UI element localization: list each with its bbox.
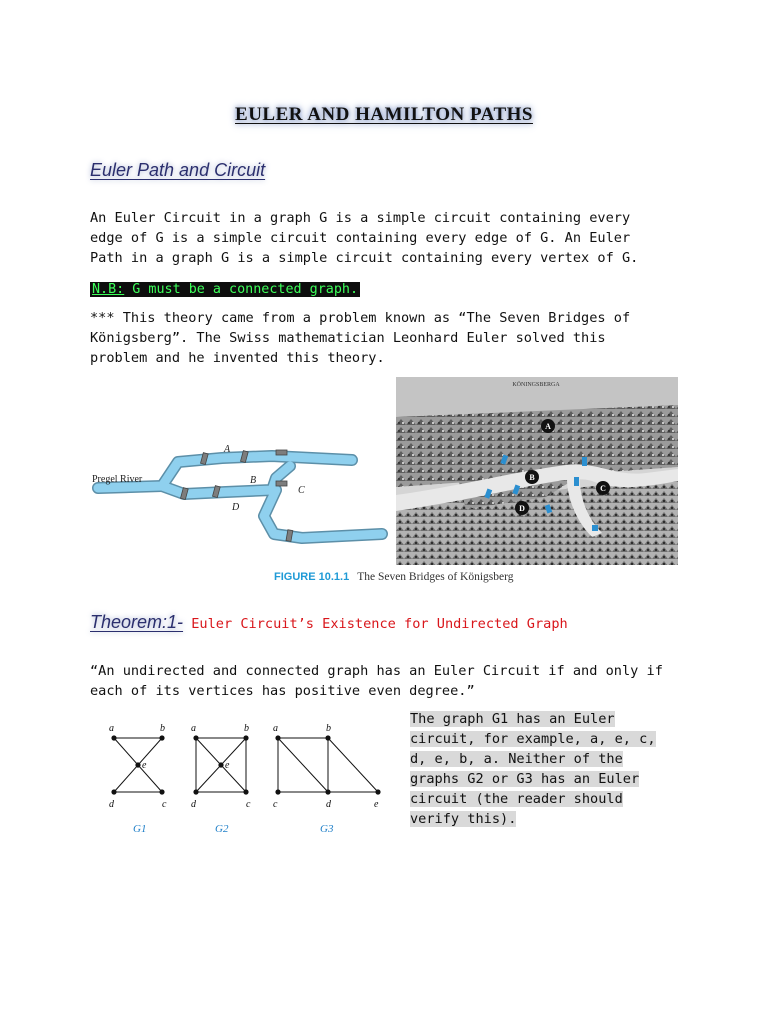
g3-label-c: c [273,799,278,810]
bridges-diagram [92,436,388,554]
definition-line: edge of G is a simple circuit containing every edge of G. An Euler [90,230,631,246]
g1-label-d: d [109,799,114,810]
theorem-line: each of its vertices has positive even degree.” [90,683,475,699]
g3-label-b: b [326,723,331,734]
map-label-d: D [519,504,525,513]
section-heading-euler-path: Euler Path and Circuit [90,160,266,180]
figure-title: The Seven Bridges of Königsberg [357,571,514,583]
map-label-a: A [545,422,551,431]
title-text: EULER AND HAMILTON PATHS [235,104,533,125]
history-line: problem and he invented this theory. [90,350,385,366]
history-paragraph [90,308,630,368]
land-label-b: B [250,475,257,486]
figure-number: FIGURE 10.1.1 [274,571,350,583]
note-line: circuit, for example, a, e, c, [410,731,656,747]
nb-text: G must be a connected graph. [124,282,359,297]
nb-note [90,279,360,300]
definition-paragraph [90,208,638,268]
g2-label-e: e [225,760,230,771]
g3-label-a: a [273,723,278,734]
example-graphs [100,718,390,842]
theorem-line: “An undirected and connected graph has an Euler Circuit if and only if [90,663,663,679]
g2-label-b: b [244,723,249,734]
map-label-c: C [600,484,606,493]
note-line: verify this). [410,811,517,827]
g2-label-a: a [191,723,196,734]
map-label-b: B [529,473,535,482]
definition-line: Path in a graph G is a simple circuit containing every vertex of G. [90,250,639,266]
g2-label-c: c [246,799,251,810]
g2-name: G2 [215,823,229,835]
g3-label-d: d [326,799,331,810]
note-line: graphs G2 or G3 has an Euler [410,771,640,787]
g3-label-e: e [374,799,379,810]
land-label-a: A [224,444,231,455]
g1-label-c: c [162,799,167,810]
konigsberg-map [396,377,678,565]
river-label: Pregel River [92,474,143,485]
document-title [0,104,768,126]
theorem-heading [90,612,568,634]
note-line: The graph G1 has an Euler [410,711,615,727]
land-label-c: C [298,485,305,496]
g3-name: G3 [320,823,334,835]
g1-label-b: b [160,723,165,734]
g1-name: G1 [133,823,147,835]
note-line: d, e, b, a. Neither of the [410,751,623,767]
nb-highlight [90,282,360,297]
history-line: Königsberg”. The Swiss mathematician Leonhard Euler solved this [90,330,606,346]
map-title: KÖNINGSBERGA [512,382,560,388]
g2-label-d: d [191,799,196,810]
figure-caption [274,571,514,583]
graph-note [410,709,656,829]
note-line: circuit (the reader should [410,791,623,807]
theorem-title: Euler Circuit’s Existence for Undirected Graph [183,616,568,632]
land-label-d: D [232,502,240,513]
theorem-label: Theorem:1- [90,612,184,632]
g1-label-a: a [109,723,114,734]
g1-label-e: e [142,760,147,771]
definition-line: An Euler Circuit in a graph G is a simple circuit containing every [90,210,631,226]
history-line: *** This theory came from a problem known as “The Seven Bridges of [90,310,631,326]
nb-label: N.B: [92,282,125,297]
theorem-statement [90,661,663,701]
